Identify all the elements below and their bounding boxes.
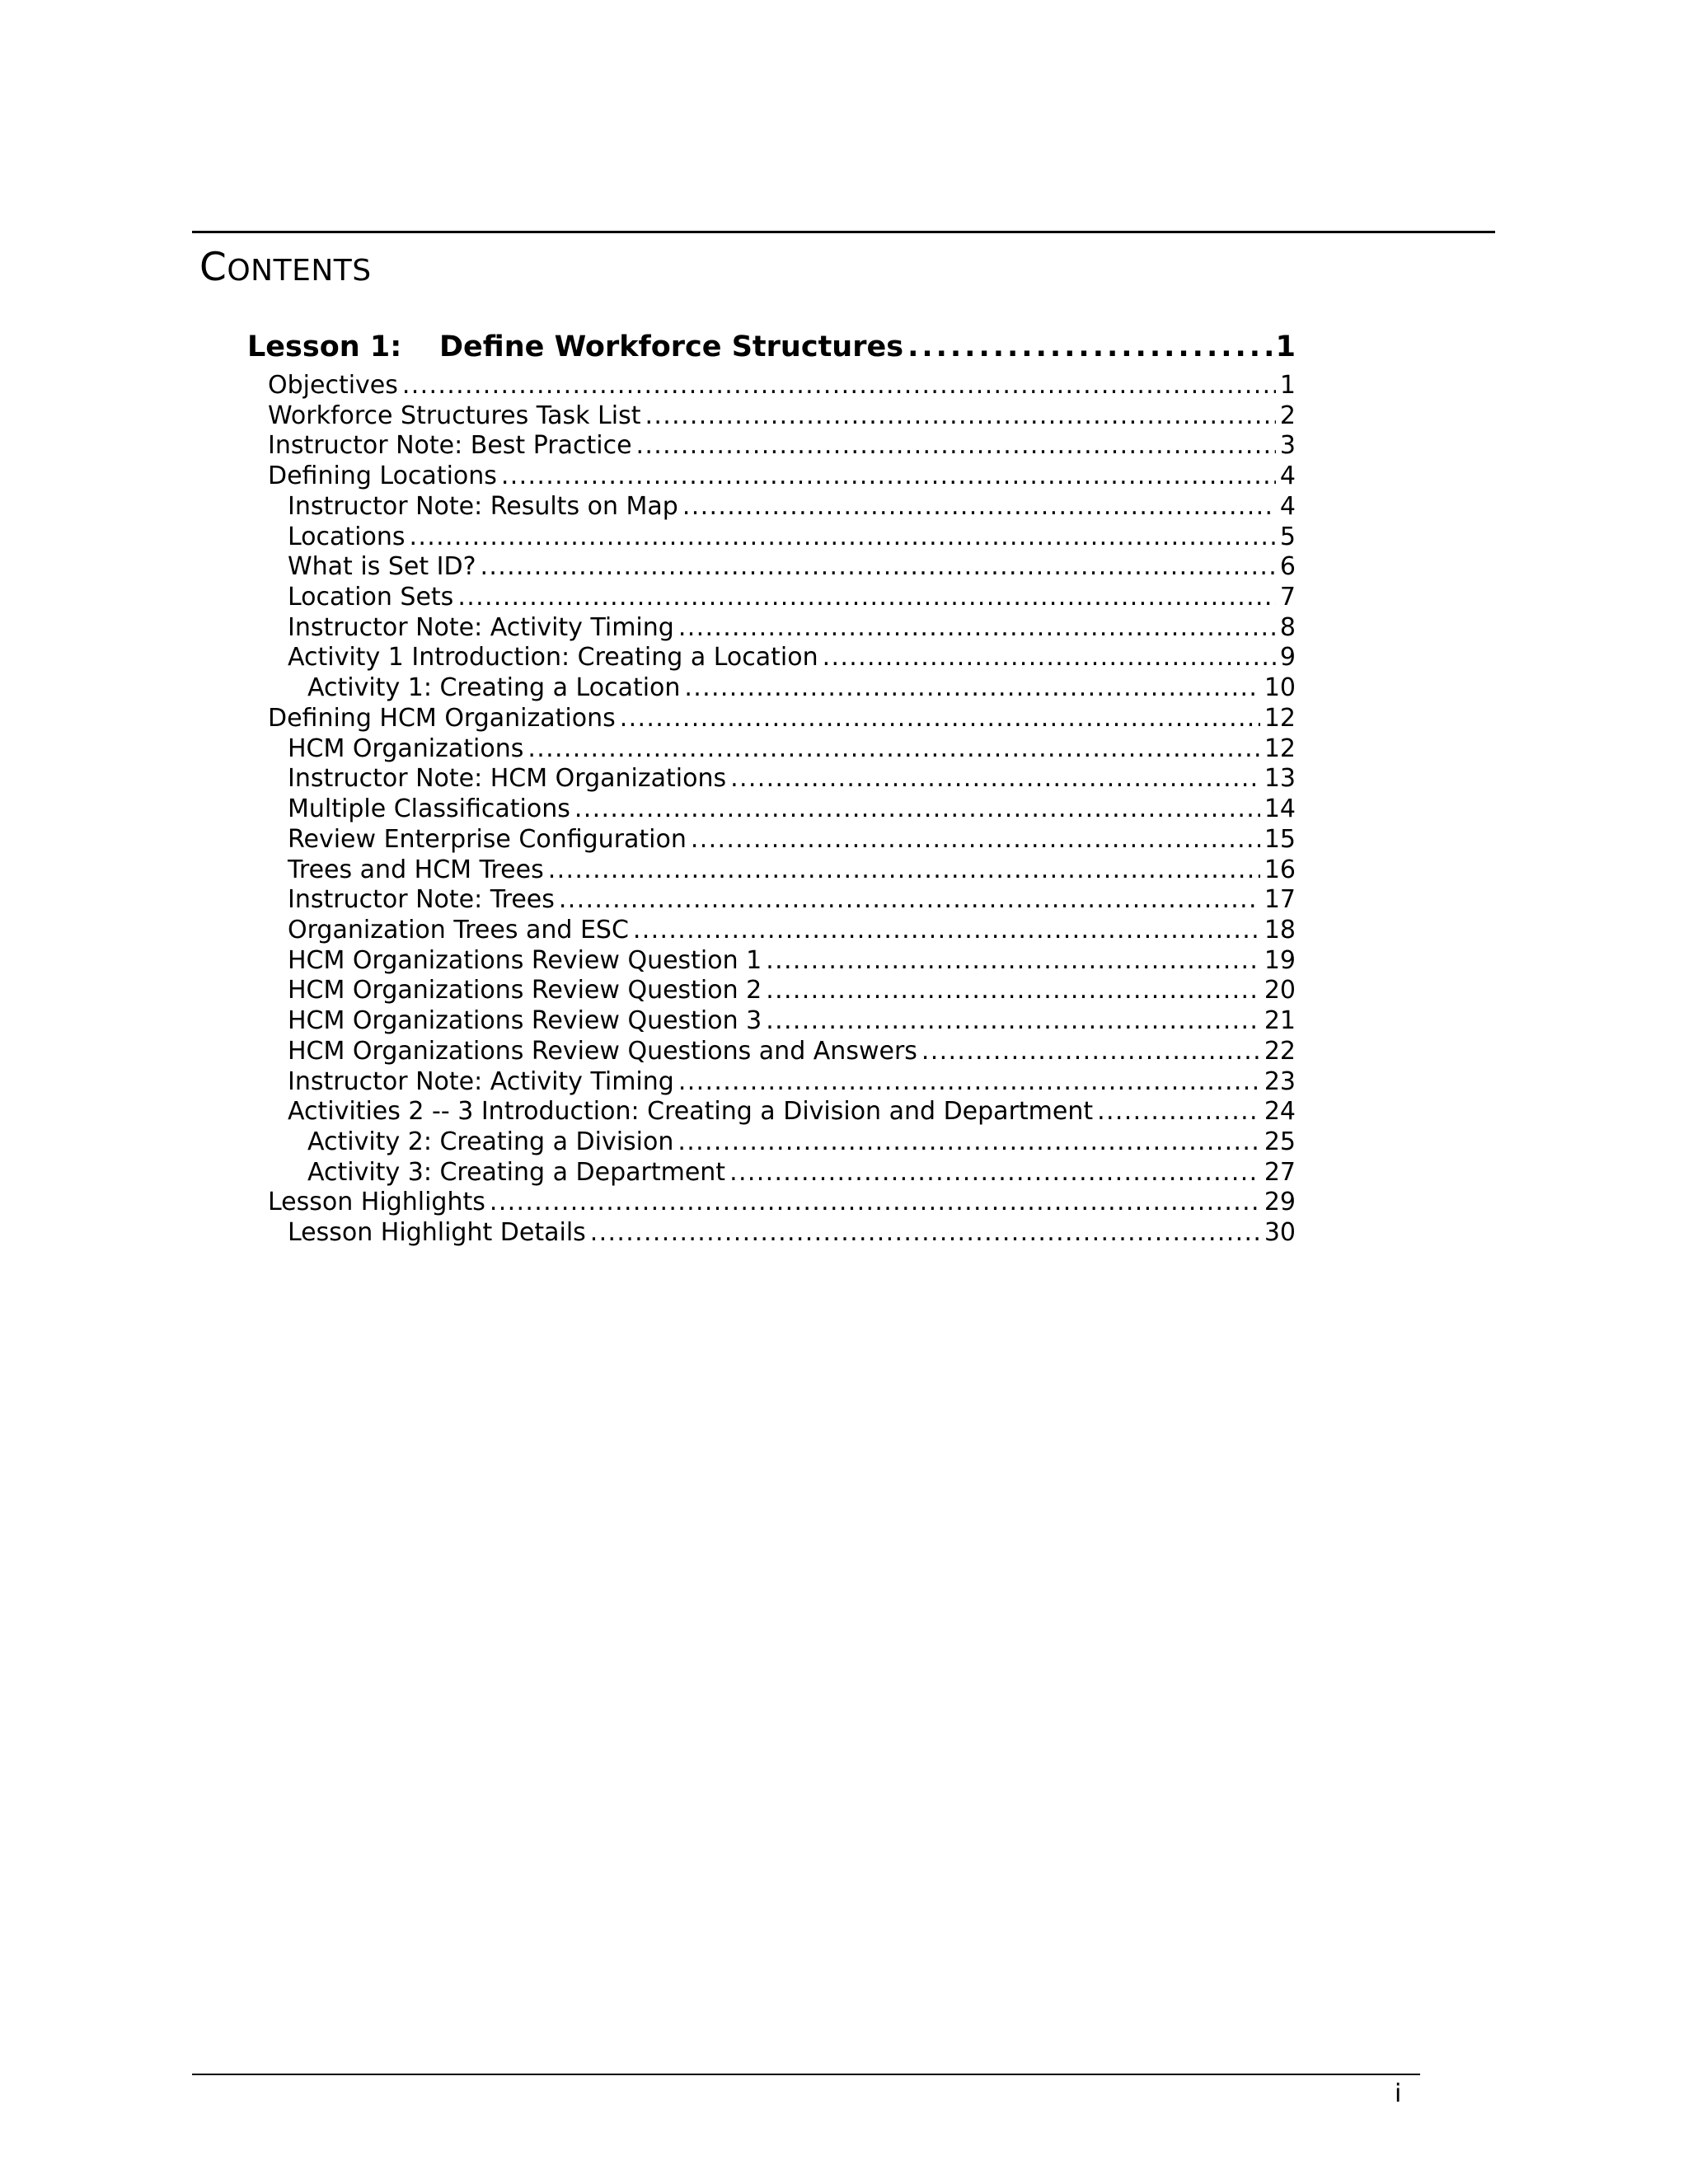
dot-leader — [501, 462, 1276, 492]
toc-entry[interactable] — [247, 916, 1296, 946]
dot-leader — [559, 885, 1260, 916]
toc-entry-label: HCM Organizations Review Question 2 — [288, 976, 762, 1005]
toc-entry[interactable] — [247, 401, 1296, 432]
toc-entry-page-number: 15 — [1264, 824, 1296, 854]
toc-entry-label: Defining HCM Organizations — [268, 703, 616, 733]
toc-entry-label: Activities 2 -- 3 Introduction: Creating a Division and Department — [288, 1097, 1094, 1127]
toc-entry-label: Instructor Note: Results on Map — [288, 491, 678, 521]
toc-entry[interactable] — [247, 492, 1296, 523]
toc-entry-label: Activity 1: Creating a Location — [307, 673, 681, 703]
toc-entry-page-number: 7 — [1279, 583, 1296, 612]
toc-entry-page-number: 10 — [1264, 673, 1296, 703]
dot-leader — [684, 673, 1259, 704]
toc-entry-label: Instructor Note: Trees — [288, 885, 555, 915]
dot-leader — [921, 1037, 1260, 1067]
toc-entry[interactable] — [247, 673, 1296, 704]
dot-leader — [528, 734, 1259, 765]
dot-leader — [590, 1218, 1260, 1249]
toc-entry[interactable] — [247, 1127, 1296, 1158]
toc-entry[interactable] — [247, 1037, 1296, 1067]
toc-lesson-entry[interactable] — [247, 323, 1296, 371]
dot-leader — [633, 916, 1260, 946]
toc-entry-label: Location Sets — [288, 583, 454, 612]
toc-entry-label: Trees and HCM Trees — [288, 855, 544, 884]
toc-entry[interactable] — [247, 1006, 1296, 1037]
dot-leader — [766, 1006, 1260, 1037]
toc-entry-label: What is Set ID? — [288, 552, 476, 582]
dot-leader — [1097, 1097, 1260, 1127]
toc-entry-page-number: 29 — [1264, 1188, 1296, 1217]
toc-entry[interactable] — [247, 371, 1296, 401]
dot-leader — [678, 613, 1276, 644]
toc-entry[interactable] — [247, 523, 1296, 553]
toc-entry[interactable] — [247, 643, 1296, 673]
toc-entry[interactable] — [247, 734, 1296, 765]
toc-entry[interactable] — [247, 946, 1296, 977]
toc-entry-label: Instructor Note: Activity Timing — [288, 1066, 674, 1096]
lesson-page-number: 1 — [1275, 330, 1296, 363]
dot-leader — [574, 794, 1260, 825]
toc-entry[interactable] — [247, 1097, 1296, 1127]
toc-entry-page-number: 16 — [1264, 855, 1296, 884]
toc-entry-label: Activity 3: Creating a Department — [307, 1157, 726, 1187]
toc-entry[interactable] — [247, 764, 1296, 794]
dot-leader — [907, 323, 1272, 371]
toc-entry[interactable] — [247, 583, 1296, 613]
dot-leader — [682, 492, 1276, 523]
toc-entry-label: Organization Trees and ESC — [288, 915, 629, 944]
toc-entry-label: Objectives — [268, 371, 398, 400]
toc-entry[interactable] — [247, 431, 1296, 462]
toc-entry-page-number: 1 — [1279, 371, 1296, 400]
toc-entry-page-number: 4 — [1279, 462, 1296, 491]
dot-leader — [730, 764, 1260, 794]
dot-leader — [402, 371, 1276, 401]
toc-entry-label: Defining Locations — [268, 462, 497, 491]
toc-entry[interactable] — [247, 825, 1296, 855]
toc-entry[interactable] — [247, 885, 1296, 916]
toc-entry-label: HCM Organizations Review Question 1 — [288, 945, 762, 975]
dot-leader — [691, 825, 1260, 855]
page-title: CONTENTS — [199, 245, 372, 290]
toc-entry-page-number: 5 — [1279, 522, 1296, 551]
lesson-title: Define Workforce Structures — [439, 330, 904, 363]
toc-entries — [247, 371, 1296, 1249]
toc-entry[interactable] — [247, 976, 1296, 1006]
toc-entry-label: Instructor Note: Best Practice — [268, 431, 632, 461]
dot-leader — [636, 431, 1276, 462]
toc-entry-page-number: 13 — [1264, 764, 1296, 794]
toc-entry-page-number: 3 — [1279, 431, 1296, 461]
toc-entry[interactable] — [247, 1188, 1296, 1218]
toc-entry-page-number: 30 — [1264, 1218, 1296, 1248]
toc-entry[interactable] — [247, 613, 1296, 644]
toc-entry-label: Multiple Classifications — [288, 794, 570, 824]
toc-entry-label: Lesson Highlight Details — [288, 1218, 586, 1248]
toc-entry[interactable] — [247, 552, 1296, 583]
toc-entry-page-number: 6 — [1279, 552, 1296, 582]
toc-entry-label: Workforce Structures Task List — [268, 401, 641, 430]
dot-leader — [766, 946, 1260, 977]
dot-leader — [678, 1127, 1259, 1158]
toc-entry-label: Review Enterprise Configuration — [288, 824, 687, 854]
table-of-contents — [247, 323, 1296, 1249]
toc-entry-page-number: 9 — [1279, 643, 1296, 673]
toc-entry-page-number: 2 — [1279, 401, 1296, 430]
top-rule — [192, 231, 1495, 233]
toc-entry-label: HCM Organizations Review Question 3 — [288, 1006, 762, 1036]
toc-entry-page-number: 8 — [1279, 612, 1296, 642]
dot-leader — [548, 855, 1260, 886]
toc-entry[interactable] — [247, 1218, 1296, 1249]
footer-rule — [192, 2074, 1420, 2075]
page-number: i — [1395, 2079, 1402, 2108]
dot-leader — [729, 1158, 1260, 1188]
toc-entry-page-number: 20 — [1264, 976, 1296, 1005]
toc-entry[interactable] — [247, 1067, 1296, 1098]
toc-entry-label: Instructor Note: HCM Organizations — [288, 764, 727, 794]
toc-entry-page-number: 24 — [1264, 1097, 1296, 1127]
toc-entry-page-number: 17 — [1264, 885, 1296, 915]
toc-entry-page-number: 25 — [1264, 1127, 1296, 1156]
toc-entry[interactable] — [247, 1158, 1296, 1188]
dot-leader — [678, 1067, 1260, 1098]
dot-leader — [766, 976, 1260, 1006]
toc-entry-page-number: 22 — [1264, 1036, 1296, 1066]
dot-leader — [645, 401, 1276, 432]
toc-entry-label: Activity 1 Introduction: Creating a Location — [288, 643, 818, 673]
dot-leader — [823, 643, 1276, 673]
toc-entry[interactable] — [247, 704, 1296, 734]
lesson-number: Lesson 1: — [247, 330, 402, 363]
toc-entry-page-number: 19 — [1264, 945, 1296, 975]
dot-leader — [481, 552, 1276, 583]
toc-entry-label: HCM Organizations — [288, 733, 524, 763]
toc-entry[interactable] — [247, 462, 1296, 492]
dot-leader — [620, 704, 1260, 734]
toc-entry-page-number: 12 — [1264, 733, 1296, 763]
toc-entry[interactable] — [247, 794, 1296, 825]
dot-leader — [457, 583, 1276, 613]
toc-entry-page-number: 12 — [1264, 703, 1296, 733]
dot-leader — [410, 523, 1276, 553]
dot-leader — [490, 1188, 1260, 1218]
toc-entry-page-number: 21 — [1264, 1006, 1296, 1036]
toc-entry-page-number: 18 — [1264, 915, 1296, 944]
toc-entry[interactable] — [247, 855, 1296, 886]
toc-entry-page-number: 4 — [1279, 491, 1296, 521]
toc-entry-label: Activity 2: Creating a Division — [307, 1127, 674, 1156]
toc-entry-label: HCM Organizations Review Questions and Answers — [288, 1036, 917, 1066]
toc-entry-label: Locations — [288, 522, 406, 551]
toc-entry-page-number: 27 — [1264, 1157, 1296, 1187]
toc-entry-label: Lesson Highlights — [268, 1188, 485, 1217]
toc-entry-page-number: 23 — [1264, 1066, 1296, 1096]
toc-entry-label: Instructor Note: Activity Timing — [288, 612, 674, 642]
toc-entry-page-number: 14 — [1264, 794, 1296, 824]
